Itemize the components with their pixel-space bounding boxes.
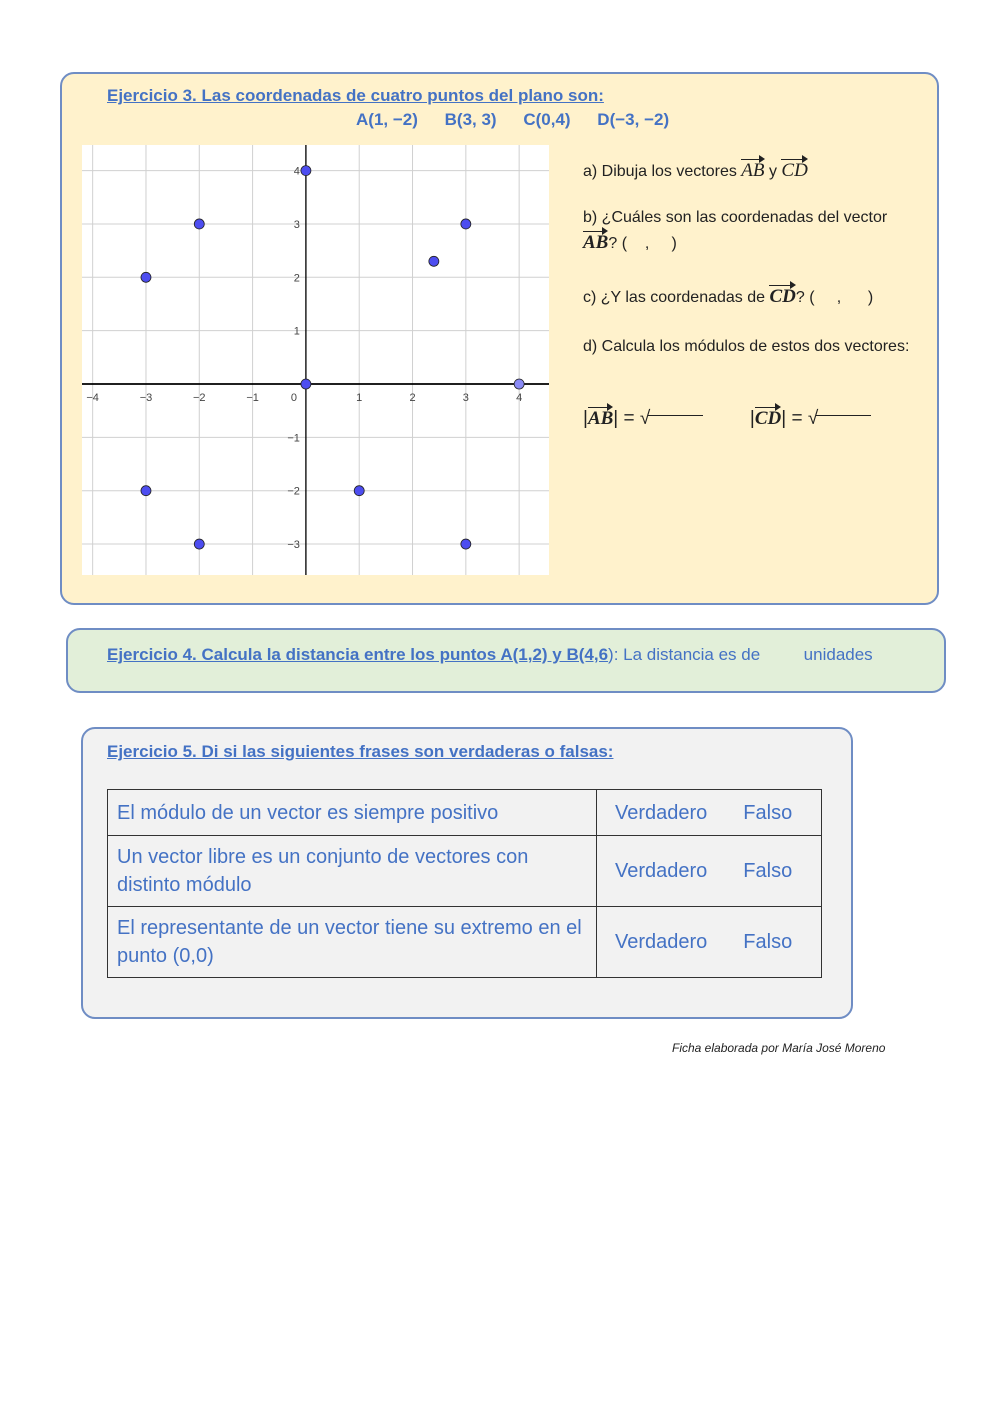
data-point: [141, 486, 151, 496]
x-tick-label: 0: [290, 392, 297, 405]
y-tick-label: 1: [293, 325, 300, 338]
vector-cd: CD: [781, 160, 808, 181]
x-tick-label: 2: [409, 392, 416, 405]
statement: El representante de un vector tiene su extremo en el punto (0,0): [108, 907, 597, 978]
modulus-cd-blank[interactable]: [816, 415, 871, 430]
question-a-text: a) Dibuja los vectores: [583, 163, 737, 180]
y-tick-label: 3: [293, 218, 300, 231]
point-b: B(3, 3): [444, 110, 497, 129]
y-tick-label: 4: [293, 165, 300, 178]
question-a-and: y: [768, 163, 777, 180]
question-c-text: c) ¿Y las coordenadas de: [583, 289, 766, 306]
data-point: [514, 379, 524, 389]
coordinate-plane[interactable]: [82, 145, 549, 575]
sqrt-icon: √: [639, 408, 651, 429]
true-option[interactable]: Verdadero: [615, 931, 708, 953]
points-list: [356, 110, 691, 130]
true-option[interactable]: Verdadero: [615, 860, 708, 882]
question-b: [583, 205, 916, 256]
exercise-4-title: Ejercicio 4. Calcula la distancia entre los puntos A(1,2) y B(4,6: [107, 645, 609, 664]
units-label: unidades: [803, 645, 873, 664]
vector-cd: CD: [769, 286, 796, 307]
question-c: [583, 284, 916, 310]
data-point: [354, 486, 364, 496]
table-row: [108, 836, 822, 907]
data-point: [461, 539, 471, 549]
exercise-4-question: ): La distancia es de: [608, 645, 761, 664]
equals: =: [791, 408, 803, 429]
table-row: [108, 790, 822, 836]
point-d: D(−3, −2): [597, 110, 670, 129]
x-tick-label: 4: [516, 392, 523, 405]
data-point: [301, 166, 311, 176]
table-row: [108, 907, 822, 978]
question-d: d) Calcula los módulos de estos dos vectores:: [583, 338, 910, 355]
question-b-text: b) ¿Cuáles son las coordenadas del vector: [583, 209, 888, 226]
equals: =: [623, 408, 635, 429]
modulus-ab-blank[interactable]: [648, 415, 703, 430]
statement: Un vector libre es un conjunto de vectores con distinto módulo: [108, 836, 597, 907]
data-point: [429, 256, 439, 266]
plot-background: [82, 145, 549, 575]
sqrt-icon: √: [807, 408, 819, 429]
answer-ab-blank[interactable]: ? ( , ): [608, 235, 677, 252]
data-point: [141, 272, 151, 282]
x-tick-label: −3: [139, 392, 153, 405]
modulus-equations: |AB| = √ |CD| = √: [583, 406, 916, 431]
y-tick-label: −3: [287, 539, 300, 552]
exercise-5-title: Ejercicio 5. Di si las siguientes frases son verdaderas o falsas:: [107, 742, 614, 761]
true-option[interactable]: Verdadero: [615, 801, 708, 824]
point-a: A(1, −2): [356, 110, 418, 129]
true-false-table: [107, 789, 822, 978]
y-tick-label: −2: [287, 485, 300, 498]
data-point: [301, 379, 311, 389]
x-tick-label: −1: [246, 392, 259, 405]
vector-ab: AB: [741, 160, 765, 181]
x-tick-label: −4: [86, 392, 99, 405]
answer-cd-blank[interactable]: ? ( , ): [795, 289, 874, 306]
exercise-4-text: [107, 645, 873, 665]
false-option[interactable]: Falso: [743, 931, 793, 953]
data-point: [194, 539, 204, 549]
statement: El módulo de un vector es siempre positivo: [108, 790, 597, 836]
vector-ab: AB: [583, 232, 609, 253]
false-option[interactable]: Falso: [743, 801, 793, 824]
y-tick-label: −1: [287, 432, 300, 445]
vector-ab: AB: [587, 408, 614, 429]
point-c: C(0,4): [523, 110, 571, 129]
x-tick-label: −2: [193, 392, 206, 405]
x-tick-label: 3: [462, 392, 469, 405]
vector-cd: CD: [754, 408, 782, 429]
y-tick-label: 2: [293, 272, 300, 285]
data-point: [461, 219, 471, 229]
false-option[interactable]: Falso: [743, 860, 793, 882]
x-tick-label: 1: [356, 392, 363, 405]
exercise-3-title: Ejercicio 3. Las coordenadas de cuatro puntos del plano son:: [107, 86, 604, 105]
author-credit: Ficha elaborada por María José Moreno: [672, 1041, 886, 1055]
question-a: [583, 158, 916, 184]
data-point: [194, 219, 204, 229]
